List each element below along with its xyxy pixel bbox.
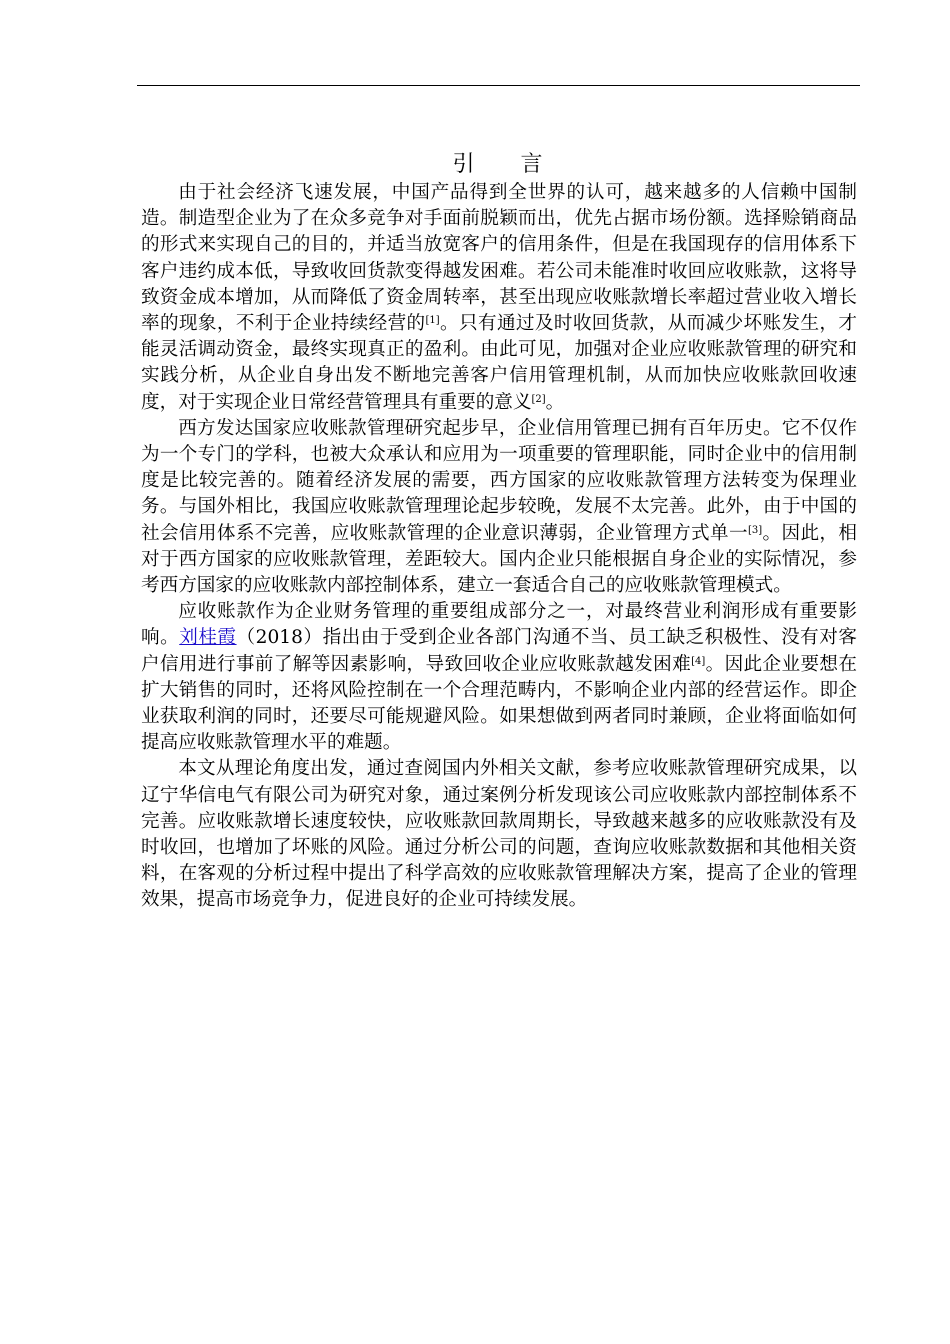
paragraph-text: 本文从理论角度出发，通过查阅国内外相关文献，参考应收账款管理研究成果，以辽宁华信电气有限公司为研究对象，通过案例分析发现该公司应收账款内部控制体系不完善。应收账款增长速度较快，应收账款回款周期长，导致越来越多的应收账款没有及时收回，也增加了坏账的风险。通过分析公司的问题，查询应收账款数据和其他相关资料，在客观的分析过程中提出了科学高效的应收账款管理解决方案，提高了企业的管理效果，提高市场竞争力，促进良好的企业可持续发展。 <box>141 758 857 911</box>
paragraph-text: 。因此，相对于西方国家的应收账款管理，差距较大。国内企业只能根据自身企业的实际情况，参考西方国家的应收账款内部控制体系，建立一套适合自己的应收账款管理模式。 <box>141 522 857 597</box>
paragraph-text: （2018）指出由于受到企业各部门沟通不当、员工缺乏积极性、没有对客户信用进行事前了解等因素影响，导致回收企业应收账款越发困难 <box>141 627 857 675</box>
author-link[interactable]: 刘桂霞 <box>179 627 237 649</box>
paragraph-2 <box>141 416 857 599</box>
title-char-1: 引 <box>452 152 477 177</box>
citation-ref: [2] <box>531 393 546 405</box>
paragraph-text: 。因此企业要想在扩大销售的同时，还将风险控制在一个合理范畴内，不影响企业内部的经营运作。即企业获取利润的同时，还要尽可能规避风险。如果想做到两者同时兼顾，企业将面临如何提高应收账款管理水平的难题。 <box>141 653 857 754</box>
paragraph-4 <box>141 756 857 913</box>
paragraph-text: 。 <box>545 391 565 413</box>
title-char-2: 言 <box>520 152 545 177</box>
citation-ref: [4] <box>691 655 706 667</box>
paragraph-text: 应收账款作为企业财务管理的重要组成部分之一，对最终营业利润形成有重要影响。 <box>141 601 857 649</box>
paragraph-text: 。只有通过及时收回货款，从而减少坏账发生，才能灵活调动资金，最终实现真正的盈利。由此可见，加强对企业应收账款管理的研究和实践分析，从企业自身出发不断地完善客户信用管理机制，从而加快应收账款回收速度，对于实现企业日常经营管理具有重要的意义 <box>141 313 857 413</box>
paragraph-text: 由于社会经济飞速发展，中国产品得到全世界的认可，越来越多的人信赖中国制造。制造型企业为了在众多竞争对手面前脱颖而出，优先占据市场份额。选择赊销商品的形式来实现自己的目的，并适当放宽客户的信用条件，但是在我国现存的信用体系下客户违约成本低，导致收回货款变得越发困难。若公司未能准时收回应收账款，这将导致资金成本增加，从而降低了资金周转率，甚至出现应收账款增长率超过营业收入增长率的现象，不利于企业持续经营的 <box>141 182 857 335</box>
body-text <box>141 180 857 914</box>
paragraph-3 <box>141 599 857 756</box>
paragraph-1 <box>141 180 857 416</box>
paragraph-text: 西方发达国家应收账款管理研究起步早，企业信用管理已拥有百年历史。它不仅作为一个专门的学科，也被大众承认和应用为一项重要的管理职能，同时企业中的信用制度是比较完善的。随着经济发展的需要，西方国家的应收账款管理方法转变为保理业务。与国外相比，我国应收账款管理理论起步较晚，发展不太完善。此外，由于中国的社会信用体系不完善，应收账款管理的企业意识薄弱，企业管理方式单一 <box>141 417 857 544</box>
section-title <box>137 147 860 178</box>
citation-ref: [1] <box>425 315 440 327</box>
header-rule <box>137 85 860 86</box>
citation-ref: [3] <box>747 524 763 536</box>
